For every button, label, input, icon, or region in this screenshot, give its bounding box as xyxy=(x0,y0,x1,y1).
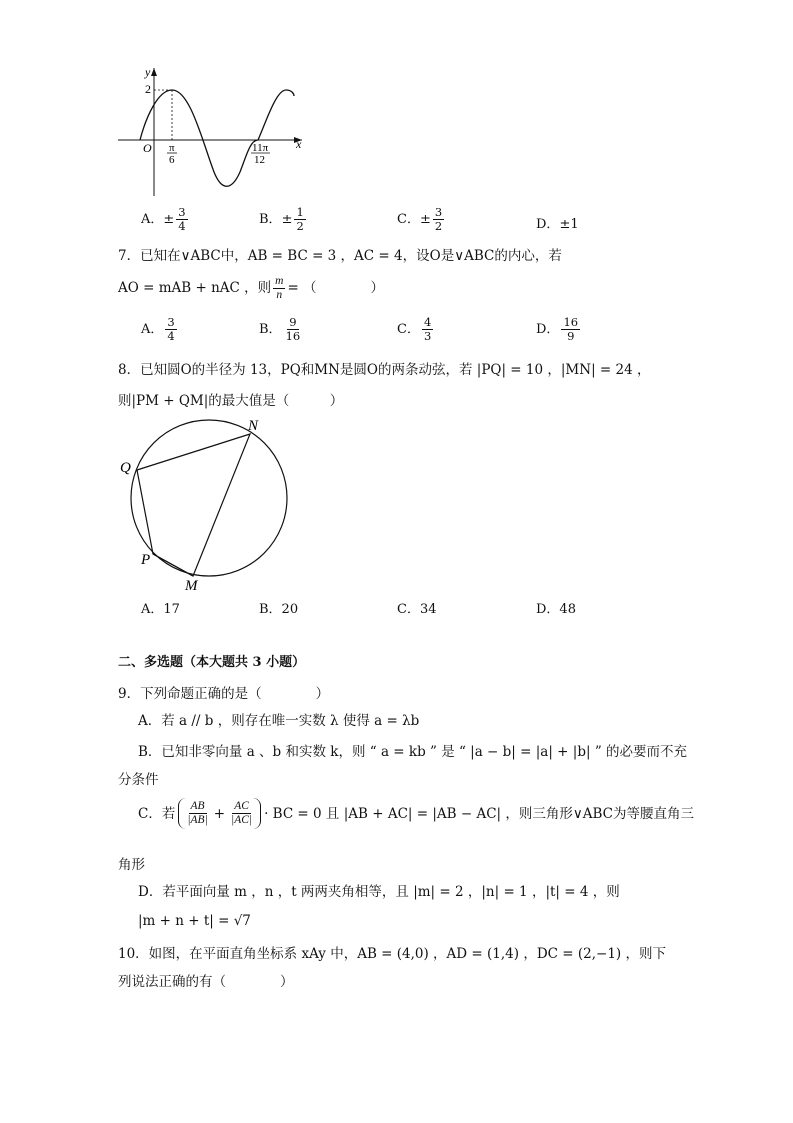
q7-option-c[interactable]: C． $\frac{4}{3}$ xyxy=(397,315,432,343)
x-tick-11pi-den: 12 xyxy=(254,154,265,166)
y-axis-label: y xyxy=(145,65,151,79)
q9-option-c[interactable]: C．若 $\frac{AB}{|AB|}$ + $\frac{AC}{|AC|}$ · BC = 0 且 |AB + AC| = |AB − AC| ，则三角形∨ABC为等腰直角三 xyxy=(138,798,694,829)
q10-line2: 列说法正确的有（ ） xyxy=(118,974,294,990)
q7-line2: AO = mAB + nAC ，则 $\frac{m}{n}$ = （ ） xyxy=(118,275,385,301)
point-m-label: M xyxy=(185,578,198,592)
q7-option-b[interactable]: B． $\frac{9}{16}$ xyxy=(259,315,301,343)
q8-option-c[interactable]: C．34 xyxy=(397,602,437,617)
q8-line1: 8．已知圆O的半径为 13，PQ和MN是圆O的两条动弦，若 |PQ| = 10 ，|MN| = 24 ， xyxy=(118,362,651,378)
q9-option-d-line2: |m + n + t| = √7 xyxy=(138,913,251,929)
x-axis-label: x xyxy=(296,137,302,151)
q8-option-a[interactable]: A．17 xyxy=(141,602,180,617)
q6-option-d[interactable]: D．±1 xyxy=(536,217,579,232)
q10-line1: 10．如图，在平面直角坐标系 xAy 中，AB = (4,0) ，AD = (1,4) ，DC = (2,−1) ，则下 xyxy=(118,946,666,962)
q9-option-d-line1[interactable]: D．若平面向量 m ，n ，t 两两夹角相等，且 |m| = 2 ，|n| = 1 ，|t| = 4 ，则 xyxy=(138,884,620,900)
x-tick-pi-num: π xyxy=(169,142,175,154)
section-heading-multi-choice: 二、多选题（本大题共 3 小题） xyxy=(118,655,306,670)
q7-option-a[interactable]: A． $\frac{3}{4}$ xyxy=(141,315,175,343)
q9-option-b-line2: 分条件 xyxy=(118,772,159,788)
q6-option-a[interactable]: A．± $\frac{3}{4}$ xyxy=(141,205,186,233)
x-tick-pi-den: 6 xyxy=(169,154,175,166)
point-q-label: Q xyxy=(120,460,131,476)
x-tick-11pi-num: 11π xyxy=(252,142,269,154)
sine-graph xyxy=(110,62,310,202)
y-tick-2: 2 xyxy=(145,82,151,96)
point-n-label: N xyxy=(248,418,259,434)
point-p-label: P xyxy=(141,552,151,568)
q8-option-b[interactable]: B．20 xyxy=(259,602,299,617)
q7-option-d[interactable]: D． $\frac{16}{9}$ xyxy=(536,315,579,343)
q8-option-d[interactable]: D．48 xyxy=(536,602,576,617)
origin-label: O xyxy=(143,141,152,155)
q6-option-b[interactable]: B．± $\frac{1}{2}$ xyxy=(259,205,304,233)
q9-option-b-line1[interactable]: B．已知非零向量 a 、b 和实数 k，则 “ a = kb ” 是 “ |a − b| = |a| + |b| ” 的必要而不充 xyxy=(138,744,688,760)
circle-chord-figure xyxy=(115,412,300,592)
q9-stem: 9．下列命题正确的是（ ） xyxy=(118,686,330,702)
q7-line1: 7．已知在∨ABC中，AB = BC = 3 ，AC = 4，设O是∨ABC的内心，若 xyxy=(118,248,562,264)
q6-option-c[interactable]: C．± $\frac{3}{2}$ xyxy=(397,205,443,233)
q8-line2: 则|PM + QM|的最大值是（ ） xyxy=(118,393,344,409)
q9-option-c-line2: 角形 xyxy=(118,857,145,873)
q9-option-a[interactable]: A．若 a // b ，则存在唯一实数 λ 使得 a = λb xyxy=(138,713,420,729)
